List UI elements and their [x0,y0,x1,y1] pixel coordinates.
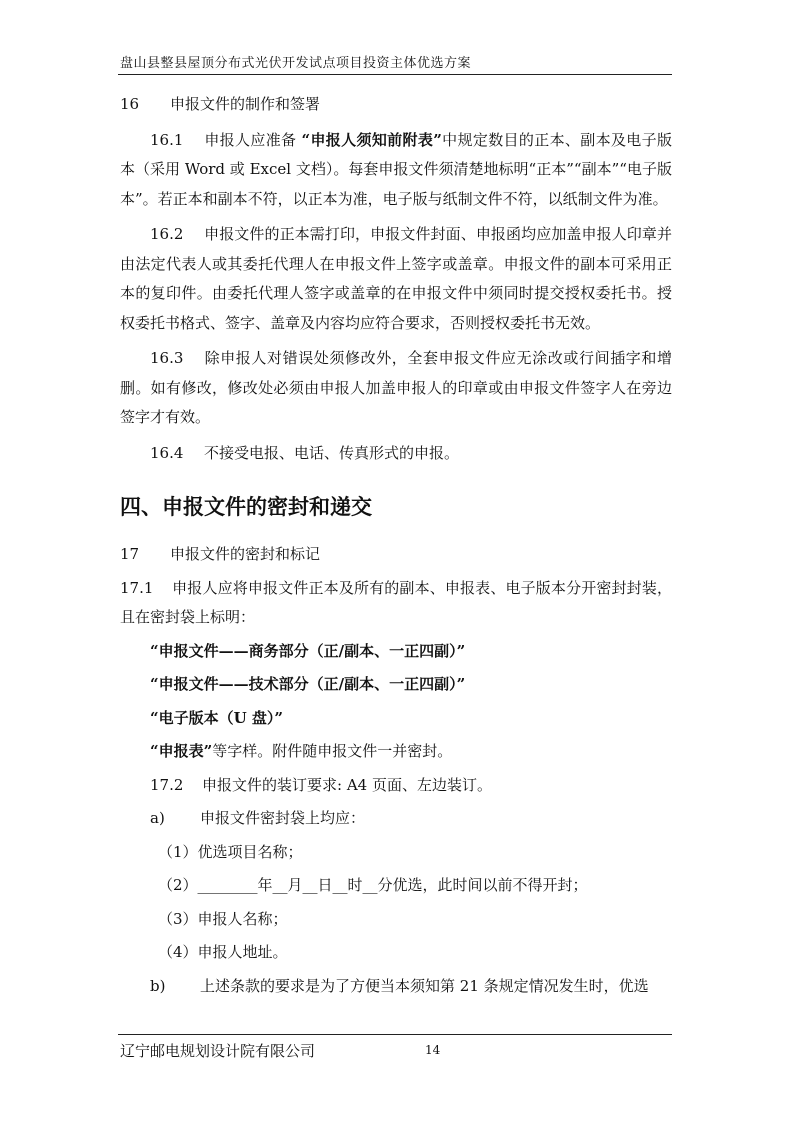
clause-text: 除申报人对错误处须修改外，全套申报文件应无涂改或行间插字和增删。如有修改，修改处必须由申报人加盖申报人的印章或由申报文件签字人在旁边签字才有效。 [120,349,672,426]
clause-16-1 [120,126,672,215]
list-item-4: （4）申报人地址。 [158,943,288,961]
list-item-1: （1）优选项目名称； [158,842,303,861]
seal-label-form-bold: “申报表” [150,742,213,760]
sub-clause-text: 上述条款的要求是为了方便当本须知第 21 条规定情况发生时，优选 [200,976,649,995]
seal-label-form-text: 等字样。附件随申报文件一并密封。 [212,742,453,760]
section-number: 16 [120,95,140,113]
clause-16-2 [120,220,672,338]
sub-clause-letter: a) [150,809,165,827]
clause-text: 申报人应将申报文件正本及所有的副本、申报表、电子版本分开密封封装，且在密封袋上标明： [120,578,672,626]
clause-number: 16.1 [150,130,184,149]
clause-16-4 [120,439,672,469]
section-17-heading [120,540,672,570]
clause-text: 申报文件的正本需打印，申报文件封面、申报函均应加盖申报人印章并由法定代表人或其委托代理人在申报文件上签字或盖章。申报文件的副本可采用正本的复印件。由委托代理人签字或盖章的在申报文件中须同时提交授权委托书。授权委托书格式、签字、盖章及内容均应符合要求，否则授权委托书无效。 [120,225,672,332]
clause-text-lead: 申报人应准备 [204,130,297,149]
section-title: 申报文件的制作和签署 [170,95,321,113]
sub-clause-a [120,804,672,834]
footer-company-name: 辽宁邮电规划设计院有限公司 [120,1042,316,1060]
section-16-heading [120,90,672,120]
clause-text: 不接受电报、电话、传真形式的申报。 [204,443,460,462]
clause-number: 16.3 [150,349,184,367]
header-divider [118,74,672,75]
clause-16-3 [120,344,672,433]
page-header-title: 盘山县整县屋顶分布式光伏开发试点项目投资主体优选方案 [120,56,472,71]
sub-clause-letter: b) [150,976,166,995]
seal-label-electronic: “电子版本（U 盘）” [150,708,284,727]
seal-label-commercial: “申报文件——商务部分（正/副本、一正四副）” [150,641,466,660]
clause-number: 16.4 [150,443,184,462]
clause-text-bold: “申报人须知前附表” [301,130,442,149]
list-item-2: （2）________年__月__日__时__分优选，此时间以前不得开封； [158,876,588,894]
page-number: 14 [425,1043,441,1057]
clause-text: 中规定数目的正本、副本及电子版本（采用 Word 或 Excel 文档）。每套申报文件须清楚地标明“正本”“副本”“电子版本”。若正本和副本不符，以正本为准，电子版与纸制文件不符，以纸制文件为准。 [120,130,672,208]
sub-clause-b [120,972,672,1002]
seal-label-technical: “申报文件——技术部分（正/副本、一正四副）” [150,675,466,693]
footer-divider [118,1034,672,1035]
chapter-4-heading: 四、申报文件的密封和递交 [120,495,372,519]
clause-text: 申报文件的装订要求: A4 页面、左边装订。 [202,775,492,794]
section-number: 17 [120,545,140,563]
clause-17-1 [120,574,672,633]
section-title: 申报文件的密封和标记 [170,545,321,563]
clause-number: 17.2 [150,775,184,794]
seal-label-form [120,737,672,767]
clause-17-2 [120,771,672,801]
clause-number: 16.2 [150,225,184,243]
clause-number: 17.1 [120,578,154,597]
document-body [120,90,672,1001]
sub-clause-text: 申报文件密封袋上均应： [200,809,366,827]
list-item-3: （3）申报人名称； [158,909,288,928]
